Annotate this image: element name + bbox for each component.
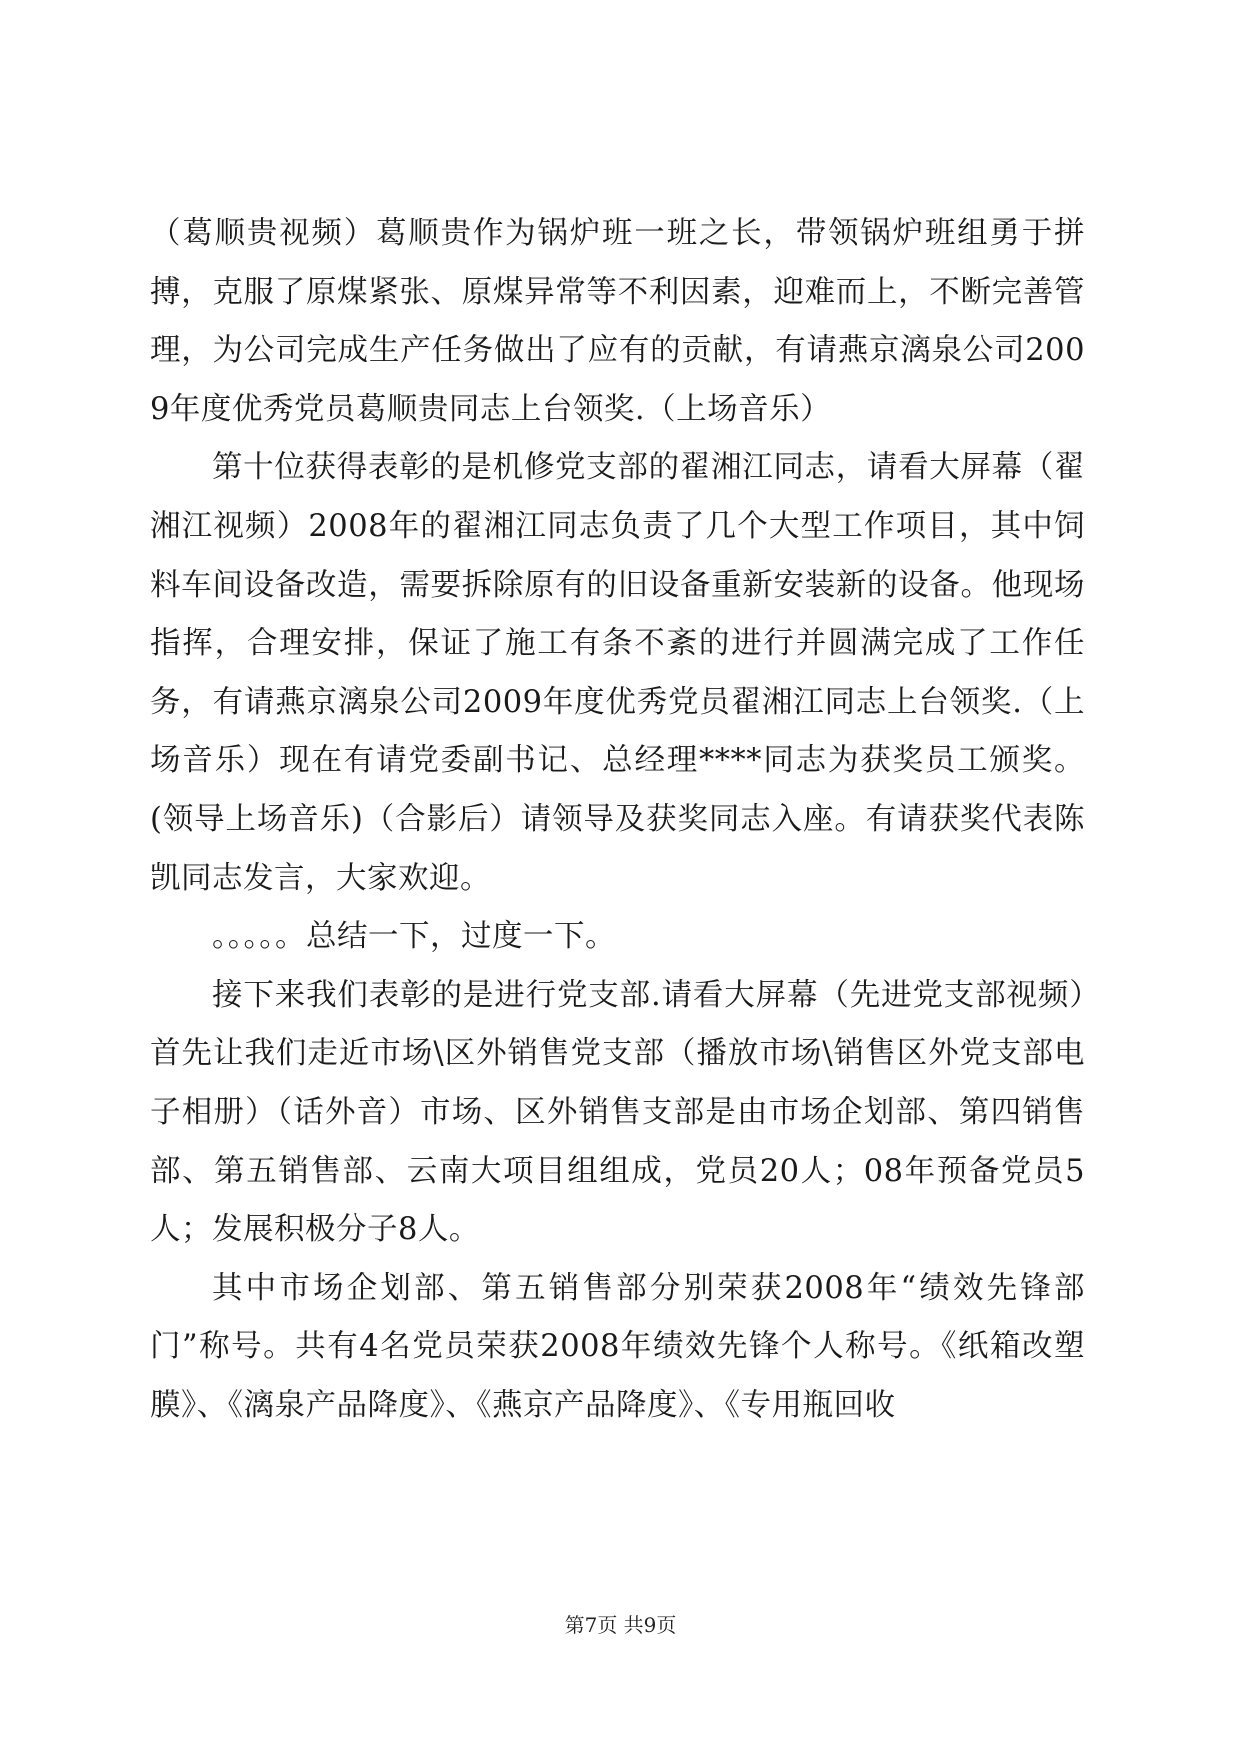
paragraph-2: 第十位获得表彰的是机修党支部的翟湘江同志，请看大屏幕（翟湘江视频）2008年的翟湘江同志负责了几个大型工作项目，其中饲料车间设备改造，需要拆除原有的旧设备重新安装新的设备。他现场指挥，合理安排，保证了施工有条不紊的进行并圆满完成了工作任务，有请燕京漓泉公司2009年度优秀党员翟湘江同志上台领奖.（上场音乐）现在有请党委副书记、总经理****同志为获奖员工颁奖。(领导上场音乐)（合影后）请领导及获奖同志入座。有请获奖代表陈凯同志发言，大家欢迎。	[150, 450, 1085, 896]
document-body	[150, 205, 1085, 1435]
page-number-footer: 第7页 共9页	[564, 1613, 677, 1637]
paragraph-4: 接下来我们表彰的是进行党支部.请看大屏幕（先进党支部视频）首先让我们走近市场\区外销售党支部（播放市场\销售区外党支部电子相册）（话外音）市场、区外销售支部是由市场企划部、第四销售部、第五销售部、云南大项目组组成，党员20人；08年预备党员5人；发展积极分子8人。	[150, 977, 1085, 1248]
paragraph-1: （葛顺贵视频）葛顺贵作为锅炉班一班之长，带领锅炉班组勇于拼搏，克服了原煤紧张、原煤异常等不利因素，迎难而上，不断完善管理，为公司完成生产任务做出了应有的贡献，有请燕京漓泉公司2009年度优秀党员葛顺贵同志上台领奖.（上场音乐）	[150, 216, 1085, 427]
paragraph-5: 其中市场企划部、第五销售部分别荣获2008年“绩效先锋部门”称号。共有4名党员荣获2008年绩效先锋个人称号。《纸箱改塑膜》、《漓泉产品降度》、《燕京产品降度》、《专用瓶回收	[150, 1270, 1085, 1423]
paragraph-3: 。。。。。总结一下，过度一下。	[212, 919, 616, 955]
